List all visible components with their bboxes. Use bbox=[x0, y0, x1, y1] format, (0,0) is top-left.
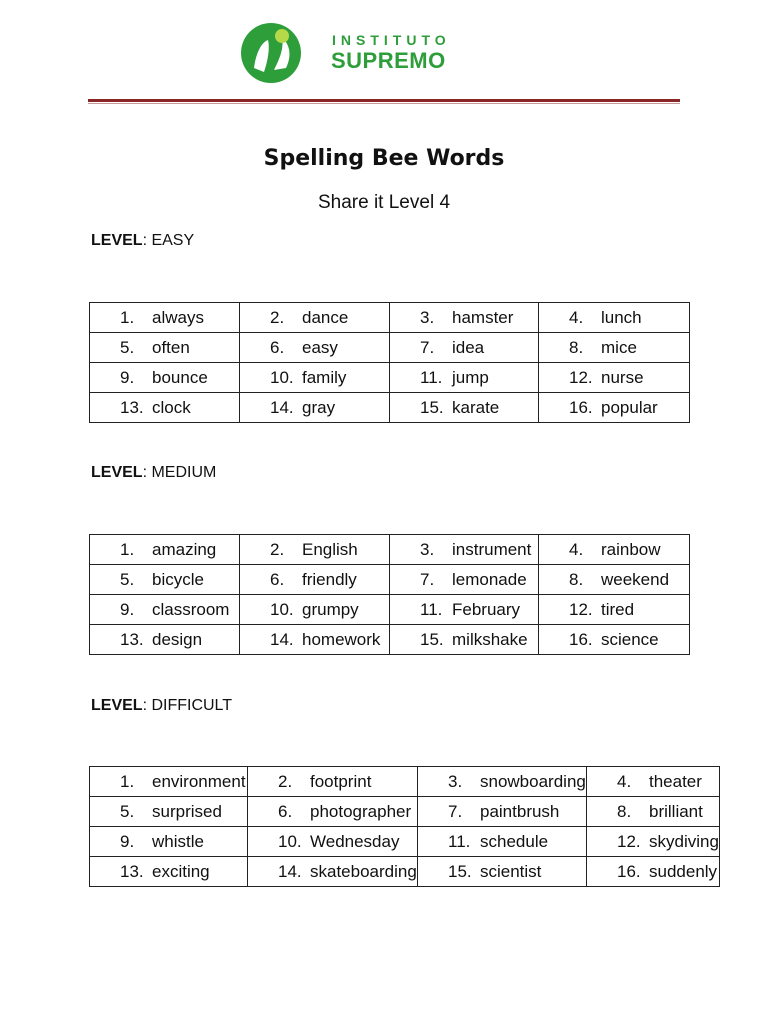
word-text: brilliant bbox=[649, 801, 703, 821]
word-text: family bbox=[302, 367, 347, 387]
word-number: 12. bbox=[569, 599, 593, 619]
word-text: lunch bbox=[601, 307, 642, 327]
table-row bbox=[90, 767, 720, 797]
word-number: 14. bbox=[270, 629, 294, 649]
word-text: hamster bbox=[452, 307, 514, 327]
word-number: 13. bbox=[120, 397, 144, 417]
level-heading-difficult bbox=[91, 697, 232, 715]
word-cell bbox=[90, 827, 248, 857]
word-cell bbox=[418, 767, 587, 797]
level-key: LEVEL bbox=[91, 464, 143, 481]
word-number: 1. bbox=[120, 307, 135, 327]
word-text: always bbox=[152, 307, 204, 327]
word-text: clock bbox=[152, 397, 191, 417]
word-number: 11. bbox=[420, 367, 443, 387]
word-text: classroom bbox=[152, 599, 230, 619]
word-text: February bbox=[452, 599, 521, 619]
institute-logo bbox=[240, 22, 470, 84]
word-text: Wednesday bbox=[310, 831, 400, 851]
word-text: whistle bbox=[152, 831, 204, 851]
table-row bbox=[90, 625, 690, 655]
word-cell bbox=[240, 393, 390, 423]
word-cell bbox=[248, 797, 418, 827]
word-number: 8. bbox=[617, 801, 632, 821]
table-row bbox=[90, 535, 690, 565]
word-number: 5. bbox=[120, 337, 135, 357]
word-cell bbox=[240, 333, 390, 363]
word-cell bbox=[539, 595, 690, 625]
word-number: 2. bbox=[270, 539, 285, 559]
word-text: exciting bbox=[152, 861, 210, 881]
word-text: photographer bbox=[310, 801, 412, 821]
word-cell bbox=[90, 797, 248, 827]
word-text: friendly bbox=[302, 569, 357, 589]
word-text: often bbox=[152, 337, 190, 357]
word-cell bbox=[390, 333, 539, 363]
word-cell bbox=[418, 797, 587, 827]
word-cell bbox=[418, 857, 587, 887]
word-text: scientist bbox=[480, 861, 542, 881]
word-text: design bbox=[152, 629, 203, 649]
word-number: 12. bbox=[569, 367, 593, 387]
word-cell bbox=[390, 595, 539, 625]
logo-text-instituto: INSTITUTO bbox=[332, 32, 451, 48]
word-text: science bbox=[601, 629, 659, 649]
word-number: 9. bbox=[120, 599, 135, 619]
word-table-medium bbox=[89, 534, 690, 655]
table-row bbox=[90, 857, 720, 887]
word-cell bbox=[539, 393, 690, 423]
word-number: 13. bbox=[120, 629, 144, 649]
word-cell bbox=[240, 625, 390, 655]
word-number: 5. bbox=[120, 801, 135, 821]
table-row bbox=[90, 393, 690, 423]
word-cell bbox=[90, 565, 240, 595]
table-row bbox=[90, 827, 720, 857]
word-cell bbox=[90, 767, 248, 797]
word-cell bbox=[539, 535, 690, 565]
word-number: 10. bbox=[278, 831, 302, 851]
word-text: bounce bbox=[152, 367, 208, 387]
word-cell bbox=[390, 625, 539, 655]
word-text: surprised bbox=[152, 801, 222, 821]
word-number: 16. bbox=[569, 629, 593, 649]
word-number: 9. bbox=[120, 831, 135, 851]
word-text: skydiving bbox=[649, 831, 719, 851]
word-number: 15. bbox=[420, 397, 444, 417]
word-text: skateboarding bbox=[310, 861, 417, 881]
header-divider-shadow bbox=[88, 103, 680, 104]
word-cell bbox=[587, 857, 720, 887]
word-number: 10. bbox=[270, 599, 294, 619]
word-number: 3. bbox=[448, 771, 463, 791]
word-text: mice bbox=[601, 337, 637, 357]
word-cell bbox=[90, 363, 240, 393]
word-number: 8. bbox=[569, 337, 584, 357]
word-text: rainbow bbox=[601, 539, 661, 559]
word-number: 14. bbox=[278, 861, 302, 881]
word-text: snowboarding bbox=[480, 771, 586, 791]
word-cell bbox=[248, 767, 418, 797]
word-cell bbox=[90, 393, 240, 423]
word-cell bbox=[90, 535, 240, 565]
word-number: 2. bbox=[270, 307, 285, 327]
word-number: 1. bbox=[120, 539, 135, 559]
word-text: amazing bbox=[152, 539, 217, 559]
word-number: 5. bbox=[120, 569, 135, 589]
word-text: theater bbox=[649, 771, 702, 791]
word-table-easy bbox=[89, 302, 690, 423]
word-text: suddenly bbox=[649, 861, 718, 881]
word-text: karate bbox=[452, 397, 500, 417]
word-number: 6. bbox=[270, 569, 285, 589]
word-cell bbox=[390, 565, 539, 595]
word-cell bbox=[539, 625, 690, 655]
word-number: 14. bbox=[270, 397, 294, 417]
supremo-logo-icon bbox=[240, 22, 306, 84]
word-cell bbox=[248, 827, 418, 857]
word-number: 4. bbox=[569, 307, 584, 327]
word-text: environment bbox=[152, 771, 246, 791]
word-cell bbox=[90, 595, 240, 625]
word-number: 8. bbox=[569, 569, 584, 589]
word-text: bicycle bbox=[152, 569, 204, 589]
word-number: 9. bbox=[120, 367, 135, 387]
word-number: 7. bbox=[448, 801, 463, 821]
word-cell bbox=[539, 565, 690, 595]
level-key: LEVEL bbox=[91, 697, 143, 714]
word-text: instrument bbox=[452, 539, 532, 559]
word-number: 4. bbox=[617, 771, 632, 791]
word-number: 11. bbox=[420, 599, 443, 619]
table-row bbox=[90, 565, 690, 595]
table-row bbox=[90, 303, 690, 333]
word-text: homework bbox=[302, 629, 381, 649]
word-cell bbox=[390, 393, 539, 423]
word-text: grumpy bbox=[302, 599, 359, 619]
word-cell bbox=[240, 535, 390, 565]
word-number: 6. bbox=[278, 801, 293, 821]
word-text: easy bbox=[302, 337, 338, 357]
logo-text-supremo: SUPREMO bbox=[331, 48, 446, 73]
word-cell bbox=[90, 625, 240, 655]
word-cell bbox=[390, 303, 539, 333]
word-cell bbox=[587, 827, 720, 857]
word-number: 12. bbox=[617, 831, 641, 851]
level-value: : EASY bbox=[142, 232, 195, 249]
word-text: jump bbox=[452, 367, 489, 387]
level-value: : MEDIUM bbox=[142, 464, 217, 481]
word-number: 13. bbox=[120, 861, 144, 881]
word-table-difficult bbox=[89, 766, 720, 887]
word-cell bbox=[539, 363, 690, 393]
word-number: 16. bbox=[617, 861, 641, 881]
word-text: milkshake bbox=[452, 629, 528, 649]
table-row bbox=[90, 333, 690, 363]
word-cell bbox=[248, 857, 418, 887]
word-text: nurse bbox=[601, 367, 644, 387]
word-cell bbox=[587, 797, 720, 827]
word-text: popular bbox=[601, 397, 658, 417]
word-cell bbox=[390, 363, 539, 393]
word-number: 6. bbox=[270, 337, 285, 357]
word-number: 2. bbox=[278, 771, 293, 791]
word-cell bbox=[240, 363, 390, 393]
table-row bbox=[90, 797, 720, 827]
word-cell bbox=[587, 767, 720, 797]
word-text: tired bbox=[601, 599, 635, 619]
table-row bbox=[90, 363, 690, 393]
word-cell bbox=[90, 857, 248, 887]
word-cell bbox=[90, 303, 240, 333]
word-cell bbox=[240, 565, 390, 595]
level-heading-easy bbox=[91, 232, 194, 250]
word-number: 3. bbox=[420, 539, 435, 559]
word-number: 3. bbox=[420, 307, 435, 327]
level-value: : DIFFICULT bbox=[142, 697, 233, 714]
word-number: 15. bbox=[420, 629, 444, 649]
word-number: 4. bbox=[569, 539, 584, 559]
word-number: 10. bbox=[270, 367, 294, 387]
word-cell bbox=[418, 827, 587, 857]
word-text: lemonade bbox=[452, 569, 527, 589]
word-number: 7. bbox=[420, 569, 435, 589]
word-text: footprint bbox=[310, 771, 372, 791]
table-row bbox=[90, 595, 690, 625]
word-text: English bbox=[302, 539, 358, 559]
word-cell bbox=[539, 333, 690, 363]
page-subtitle: Share it Level 4 bbox=[317, 192, 451, 213]
page-title: Spelling Bee Words bbox=[263, 146, 505, 171]
word-number: 15. bbox=[448, 861, 472, 881]
word-text: idea bbox=[452, 337, 485, 357]
word-number: 16. bbox=[569, 397, 593, 417]
word-number: 7. bbox=[420, 337, 435, 357]
word-text: paintbrush bbox=[480, 801, 560, 821]
word-number: 11. bbox=[448, 831, 471, 851]
word-cell bbox=[390, 535, 539, 565]
word-cell bbox=[90, 333, 240, 363]
header-divider bbox=[88, 99, 680, 102]
level-heading-medium bbox=[91, 464, 216, 482]
word-text: gray bbox=[302, 397, 336, 417]
word-text: dance bbox=[302, 307, 349, 327]
word-cell bbox=[240, 595, 390, 625]
word-number: 1. bbox=[120, 771, 135, 791]
word-cell bbox=[539, 303, 690, 333]
level-key: LEVEL bbox=[91, 232, 143, 249]
word-text: schedule bbox=[480, 831, 549, 851]
word-text: weekend bbox=[601, 569, 670, 589]
word-cell bbox=[240, 303, 390, 333]
